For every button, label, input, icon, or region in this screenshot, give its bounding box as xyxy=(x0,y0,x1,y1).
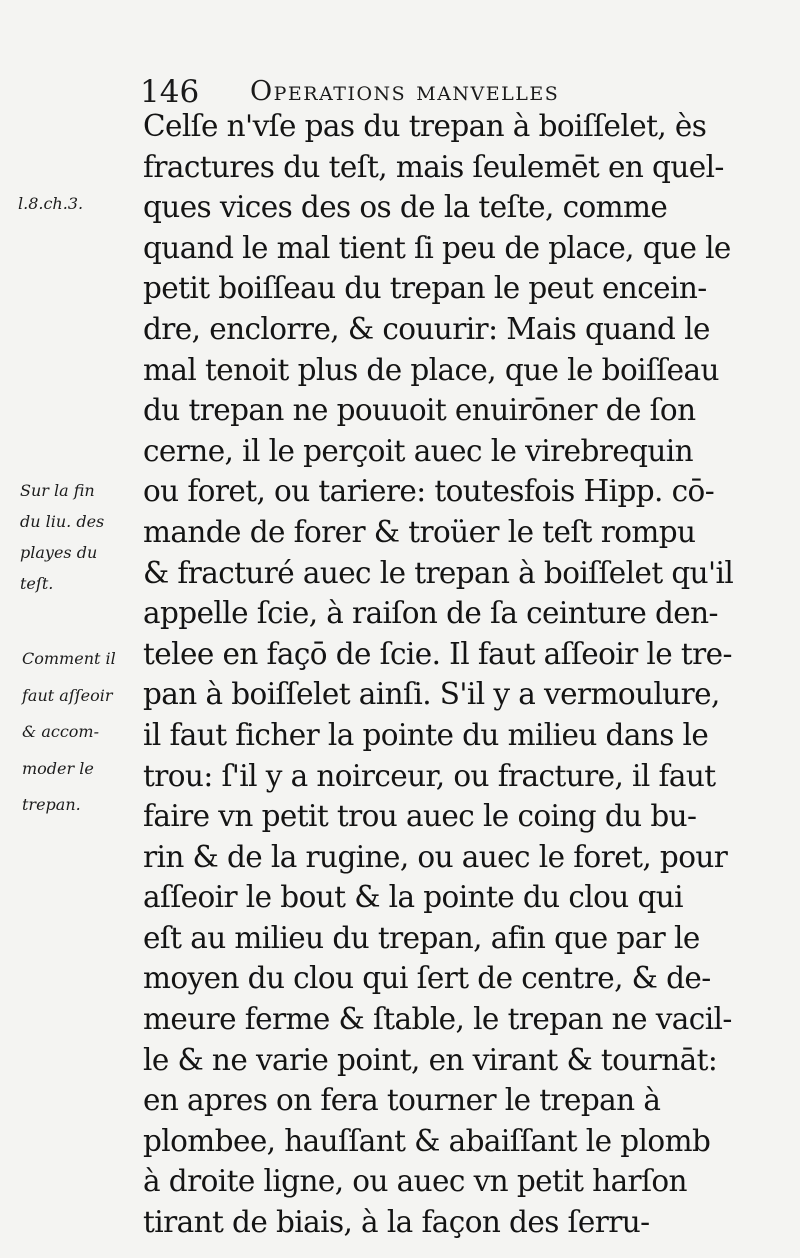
text-line: telee en façō de ſcie. Il faut aſſeoir le tre- xyxy=(143,636,732,672)
text-line: ou foret, ou tariere: toutesfois Hipp. cō- xyxy=(143,474,715,510)
text-line: plombee, hauſſant & abaiſſant le plomb xyxy=(143,1123,711,1159)
marginal-line: playes du xyxy=(20,543,98,562)
marginal-note-source xyxy=(20,475,104,599)
text-line: dre, enclorre, & couurir: Mais quand le xyxy=(143,311,710,347)
marginal-line: l.8.ch.3. xyxy=(18,194,84,213)
text-line: quand le mal tient ſi peu de place, que le xyxy=(143,230,731,266)
text-line: fractures du teſt, mais ſeulemēt en quel- xyxy=(143,149,724,185)
text-line: en apres on fera tourner le trepan à xyxy=(143,1083,661,1119)
marginal-note-topic xyxy=(22,641,116,824)
text-line: aſſeoir le bout & la pointe du clou qui xyxy=(143,880,683,916)
text-line: meure ferme & ſtable, le trepan ne vacil- xyxy=(143,1002,732,1038)
page-header xyxy=(140,72,670,112)
text-line: trou: ſ'il y a noirceur, ou fracture, il faut xyxy=(143,758,716,794)
text-line: & fracturé auec le trepan à boiſſelet qu'il xyxy=(143,555,734,591)
text-line: moyen du clou qui ſert de centre, & de- xyxy=(143,961,711,997)
text-line: pan à boiſſelet ainſi. S'il y a vermoulure, xyxy=(143,677,720,713)
text-line: tirant de biais, à la façon des ſerru- xyxy=(143,1205,650,1241)
text-line: faire vn petit trou auec le coing du bu- xyxy=(143,799,697,835)
text-line: appelle ſcie, à raiſon de ſa ceinture den- xyxy=(143,596,718,632)
running-title: Operations manvelles xyxy=(250,76,560,107)
text-line: mal tenoit plus de place, que le boiſſeau xyxy=(143,352,719,388)
text-line: Celſe n'vſe pas du trepan à boiſſelet, ès xyxy=(143,109,707,144)
text-line: à droite ligne, ou auec vn petit harſon xyxy=(143,1164,687,1200)
marginal-line: trepan. xyxy=(22,795,81,814)
marginal-line: du liu. des xyxy=(20,512,105,531)
marginal-line: teſt. xyxy=(20,574,54,593)
marginal-line: moder le xyxy=(22,758,94,778)
text-line: ques vices des os de la teſte, comme xyxy=(143,190,668,226)
text-line: le & ne varie point, en virant & tournāt: xyxy=(143,1042,718,1078)
text-line: mande de forer & troüer le teſt rompu xyxy=(143,514,696,550)
text-line: cerne, il le perçoit auec le virebrequin xyxy=(143,433,694,469)
page-number: 146 xyxy=(140,74,200,110)
text-line: il faut ficher la pointe du milieu dans le xyxy=(143,717,709,753)
text-line: eſt au milieu du trepan, afin que par le xyxy=(143,920,700,956)
marginal-note-reference xyxy=(18,188,83,219)
marginal-line: faut aſſeoir xyxy=(22,685,113,705)
text-line: petit boiſſeau du trepan le peut encein- xyxy=(143,271,707,307)
text-line: du trepan ne pouuoit enuirōner de ſon xyxy=(143,393,696,429)
text-line: rin & de la rugine, ou auec le foret, pour xyxy=(143,839,728,875)
main-text-block xyxy=(143,107,743,1244)
marginal-line: Comment il xyxy=(22,649,116,668)
marginal-line: Sur la fin xyxy=(20,481,95,500)
marginal-line: & accom- xyxy=(22,722,99,741)
